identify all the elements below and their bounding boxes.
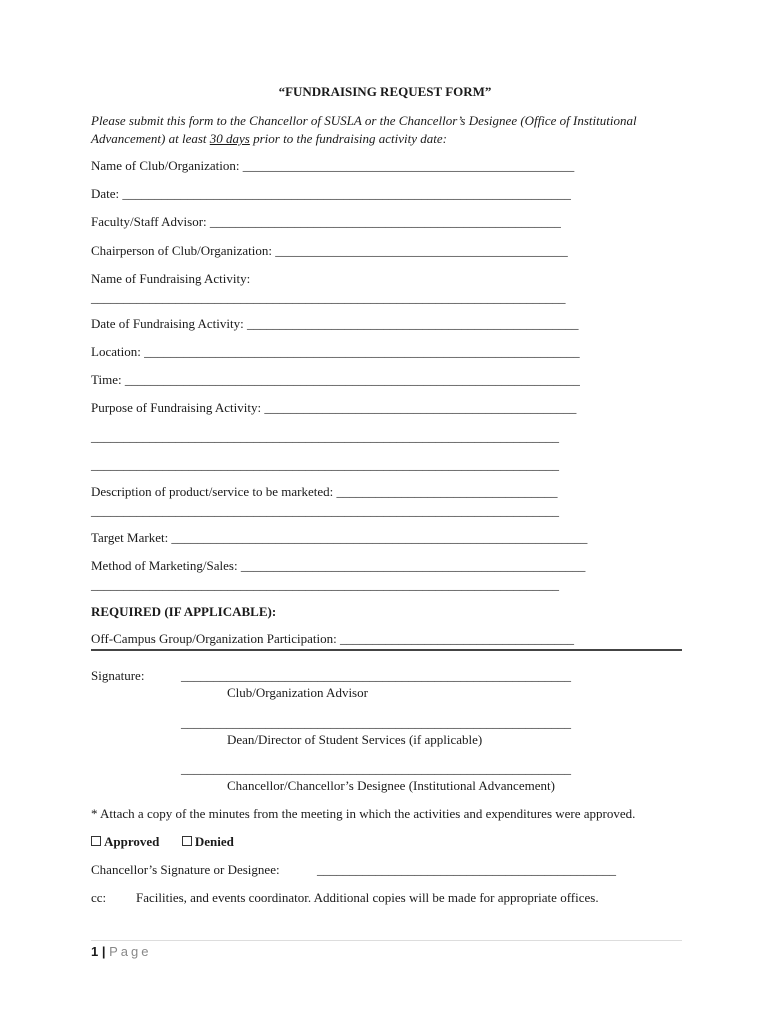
approved-option[interactable] [91,834,159,849]
denied-checkbox[interactable] [182,836,192,846]
denied-option[interactable] [182,834,234,849]
marketing-method-field[interactable]: Method of Marketing/Sales: _____________________________________________________ [91,558,586,573]
intro-text-part2: prior to the fundraising activity date: [249,131,448,146]
description-field[interactable]: Description of product/service to be marketed: __________________________________ [91,484,558,499]
intro-instructions [91,112,691,148]
page-word: Page [109,944,152,959]
approved-checkbox[interactable] [91,836,101,846]
chancellor-designee-signature-line[interactable]: ____________________________________________________________ [181,761,571,776]
off-campus-field[interactable]: Off-Campus Group/Organization Participation: ____________________________________ [91,631,574,646]
purpose-field[interactable]: Purpose of Fundraising Activity: ________________________________________________ [91,400,577,415]
footer-separator: | [101,944,106,959]
purpose-field-line3[interactable]: ________________________________________________________________________ [91,457,559,472]
signature-label: Signature: [91,668,145,683]
attach-note: * Attach a copy of the minutes from the meeting in which the activities and expenditures were approved. [91,806,636,821]
intro-days: 30 days [209,131,250,146]
marketing-method-field-line2[interactable]: ________________________________________________________________________ [91,577,559,592]
form-title: “FUNDRAISING REQUEST FORM” [278,84,492,99]
intro-text-part1: Please submit this form to the Chancellor of SUSLA or the Chancellor’s Designee (Office of Institutional Advancement) at least [91,113,637,146]
activity-name-label: Name of Fundraising Activity: [91,271,251,286]
advisor-signature-caption: Club/Organization Advisor [227,685,368,700]
footer-divider [91,940,682,941]
cc-text: Facilities, and events coordinator. Additional copies will be made for appropriate offices. [136,890,599,905]
required-heading: REQUIRED (IF APPLICABLE): [91,604,277,619]
advisor-signature-line[interactable]: ____________________________________________________________ [181,668,571,683]
time-field[interactable]: Time: ______________________________________________________________________ [91,372,580,387]
dean-signature-caption: Dean/Director of Student Services (if applicable) [227,732,483,747]
purpose-field-line2[interactable]: ________________________________________________________________________ [91,429,559,444]
date-field[interactable]: Date: _____________________________________________________________________ [91,186,571,201]
activity-name-field[interactable]: _________________________________________________________________________ [91,290,566,305]
cc-label: cc: [91,890,107,905]
advisor-field[interactable]: Faculty/Staff Advisor: ______________________________________________________ [91,214,561,229]
dean-signature-line[interactable]: ____________________________________________________________ [181,715,571,730]
section-divider [91,649,682,651]
page-number: 1 [91,944,99,959]
club-name-field[interactable]: Name of Club/Organization: ___________________________________________________ [91,158,575,173]
location-field[interactable]: Location: ___________________________________________________________________ [91,344,580,359]
chairperson-field[interactable]: Chairperson of Club/Organization: _____________________________________________ [91,243,568,258]
page-footer [91,944,152,960]
target-market-field[interactable]: Target Market: ________________________________________________________________ [91,530,588,545]
decision-row [91,834,234,850]
chancellor-signature-label: Chancellor’s Signature or Designee: [91,862,280,877]
chancellor-designee-caption: Chancellor/Chancellor’s Designee (Institutional Advancement) [227,778,555,793]
activity-date-field[interactable]: Date of Fundraising Activity: ___________________________________________________ [91,316,579,331]
chancellor-signature-line[interactable]: ______________________________________________ [317,862,616,877]
denied-label: Denied [194,834,234,849]
approved-label: Approved [104,834,160,849]
description-field-line2[interactable]: ________________________________________________________________________ [91,503,559,518]
